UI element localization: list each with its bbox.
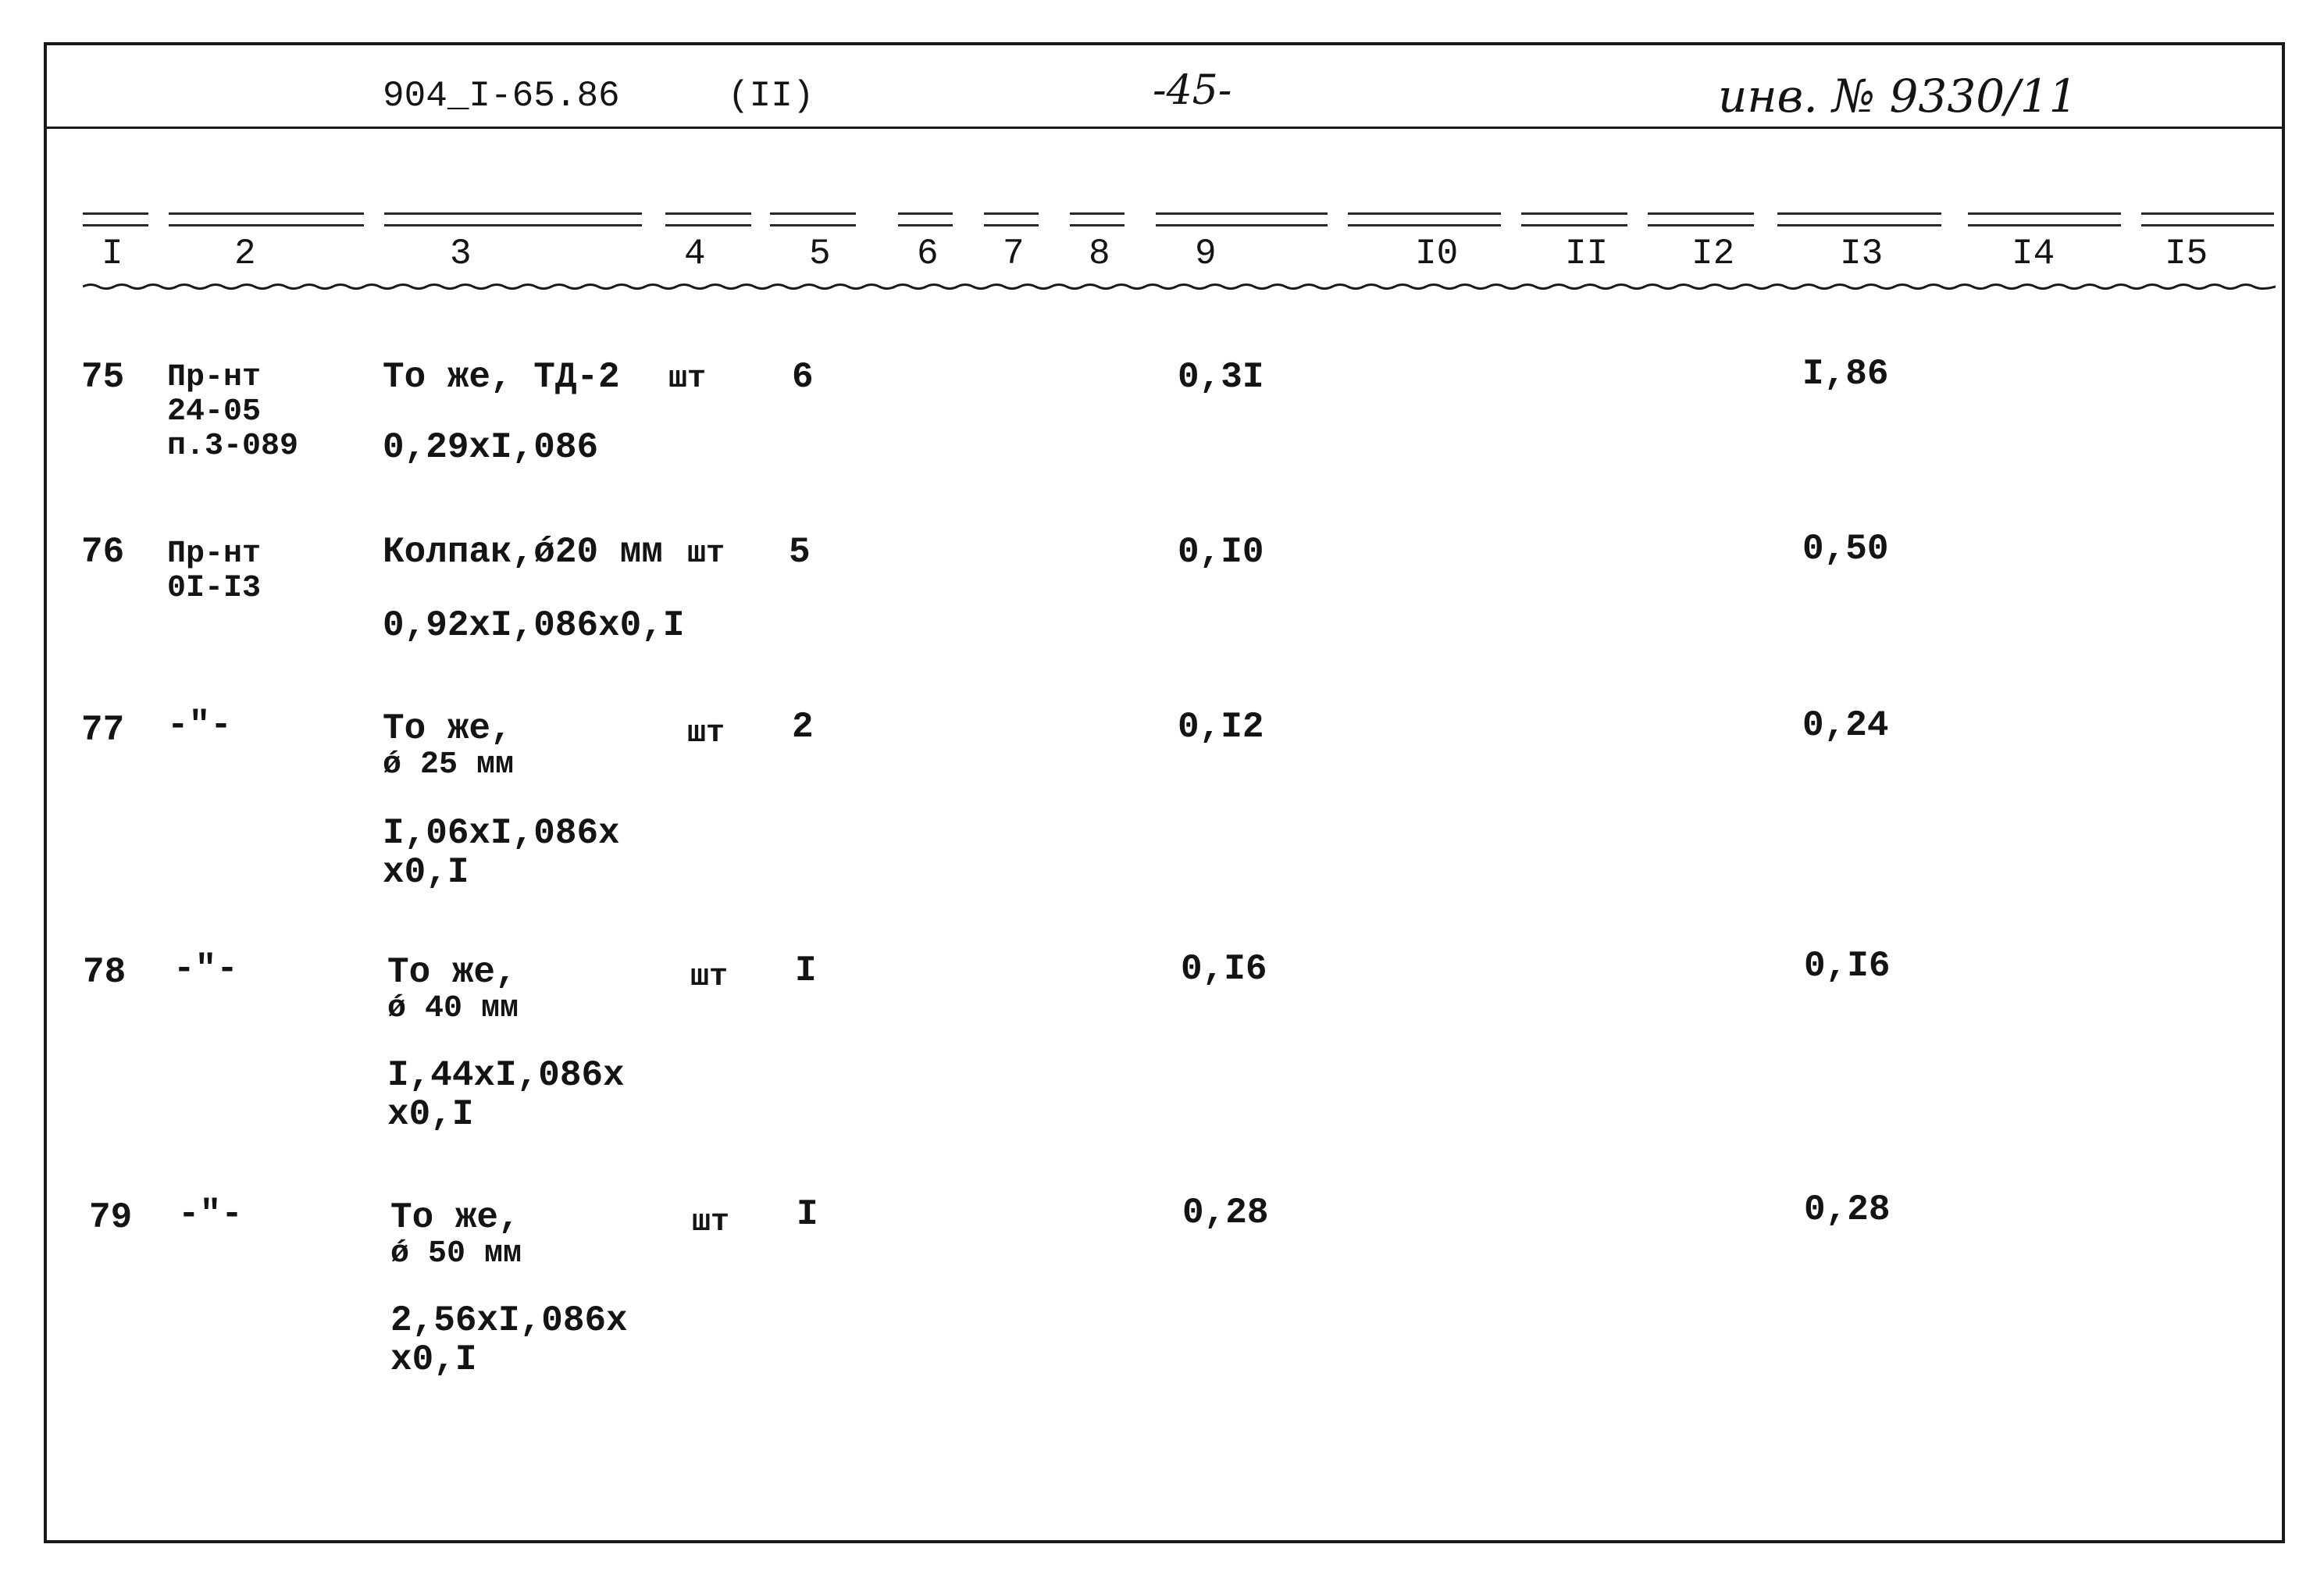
column-rule [770,212,856,226]
column-header-12: I2 [1691,234,1735,274]
row-79-calc: х0,I [390,1339,477,1380]
column-rule [1521,212,1627,226]
row-78-col13: 0,I6 [1804,946,1891,986]
row-75-name: То же, ТД-2 [383,357,620,398]
row-78-name: То же, [387,952,517,993]
row-75-number: 75 [81,357,125,398]
row-79-ref: -"- [178,1194,243,1235]
column-header-10: I0 [1415,234,1459,274]
row-76-col9: 0,I0 [1178,532,1264,572]
column-rule [1070,212,1125,226]
column-rule [2141,212,2274,226]
row-78-ref: -"- [173,949,238,990]
column-rule [384,212,642,226]
column-header-13: I3 [1840,234,1884,274]
page-number: -45- [1153,67,1232,114]
inventory-number: инв. № 9330/11 [1718,70,2078,123]
column-rule [1156,212,1328,226]
column-header-11: II [1565,234,1609,274]
column-header-3: 3 [450,234,472,274]
row-78-calc: х0,I [387,1094,474,1135]
row-77-ref: -"- [167,705,232,746]
header-divider [44,127,2285,129]
column-rule [1777,212,1941,226]
row-76-number: 76 [81,532,125,572]
document-frame [44,42,2285,1543]
column-rule [83,212,148,226]
row-75-ref: Пр-нт [167,360,262,395]
row-78-number: 78 [83,952,127,993]
column-header-4: 4 [684,234,706,274]
row-75-ref: п.3-089 [167,429,299,464]
document-part: (II) [728,76,814,116]
row-78-unit: шт [690,960,729,995]
row-77-unit: шт [687,716,725,751]
row-78-quantity: I [795,950,817,991]
row-77-calc: х0,I [383,852,469,893]
row-76-name: Колпак,ǿ20 мм [383,532,663,572]
column-header-2: 2 [234,234,256,274]
row-79-calc: 2,56хI,086х [390,1300,628,1341]
column-rule [665,212,751,226]
column-rule [984,212,1039,226]
row-77-col13: 0,24 [1802,705,1889,746]
row-76-calc: 0,92хI,086х0,I [383,605,685,646]
row-77-name: ǿ 25 мм [383,747,515,783]
row-75-ref: 24-05 [167,394,262,430]
row-79-name: ǿ 50 мм [390,1236,522,1271]
row-75-col13: I,86 [1802,354,1889,394]
row-76-col13: 0,50 [1802,529,1889,569]
row-78-col9: 0,I6 [1181,949,1267,990]
column-header-6: 6 [917,234,939,274]
row-77-col9: 0,I2 [1178,707,1264,747]
row-77-calc: I,06хI,086х [383,813,620,854]
column-rule [169,212,364,226]
row-76-unit: шт [687,537,725,572]
row-79-unit: шт [692,1205,730,1240]
row-77-number: 77 [81,710,125,751]
row-78-calc: I,44хI,086х [387,1055,625,1096]
column-header-1: I [102,234,123,274]
column-rule [1348,212,1501,226]
row-79-quantity: I [797,1194,818,1235]
row-79-number: 79 [89,1197,133,1238]
column-header-9: 9 [1195,234,1217,274]
row-75-col9: 0,3I [1178,357,1264,398]
row-75-quantity: 6 [792,357,814,398]
column-rule [898,212,953,226]
column-header-5: 5 [809,234,831,274]
column-rule [1648,212,1754,226]
row-79-col13: 0,28 [1804,1189,1891,1230]
column-header-8: 8 [1089,234,1110,274]
row-75-unit: шт [668,362,707,397]
row-77-name: То же, [383,708,512,749]
row-76-quantity: 5 [789,532,811,572]
row-76-ref: Пр-нт [167,537,262,572]
column-header-14: I4 [2012,234,2055,274]
header-wavy-rule [83,283,2276,291]
column-header-7: 7 [1003,234,1025,274]
row-79-name: То же, [390,1197,520,1238]
row-77-quantity: 2 [792,707,814,747]
row-78-name: ǿ 40 мм [387,991,519,1026]
row-79-col9: 0,28 [1182,1193,1269,1233]
row-76-ref: 0I-I3 [167,571,262,606]
column-header-15: I5 [2165,234,2208,274]
document-code: 904_I-65.86 [383,76,620,116]
column-rule [1968,212,2121,226]
row-75-calc: 0,29хI,086 [383,427,599,468]
